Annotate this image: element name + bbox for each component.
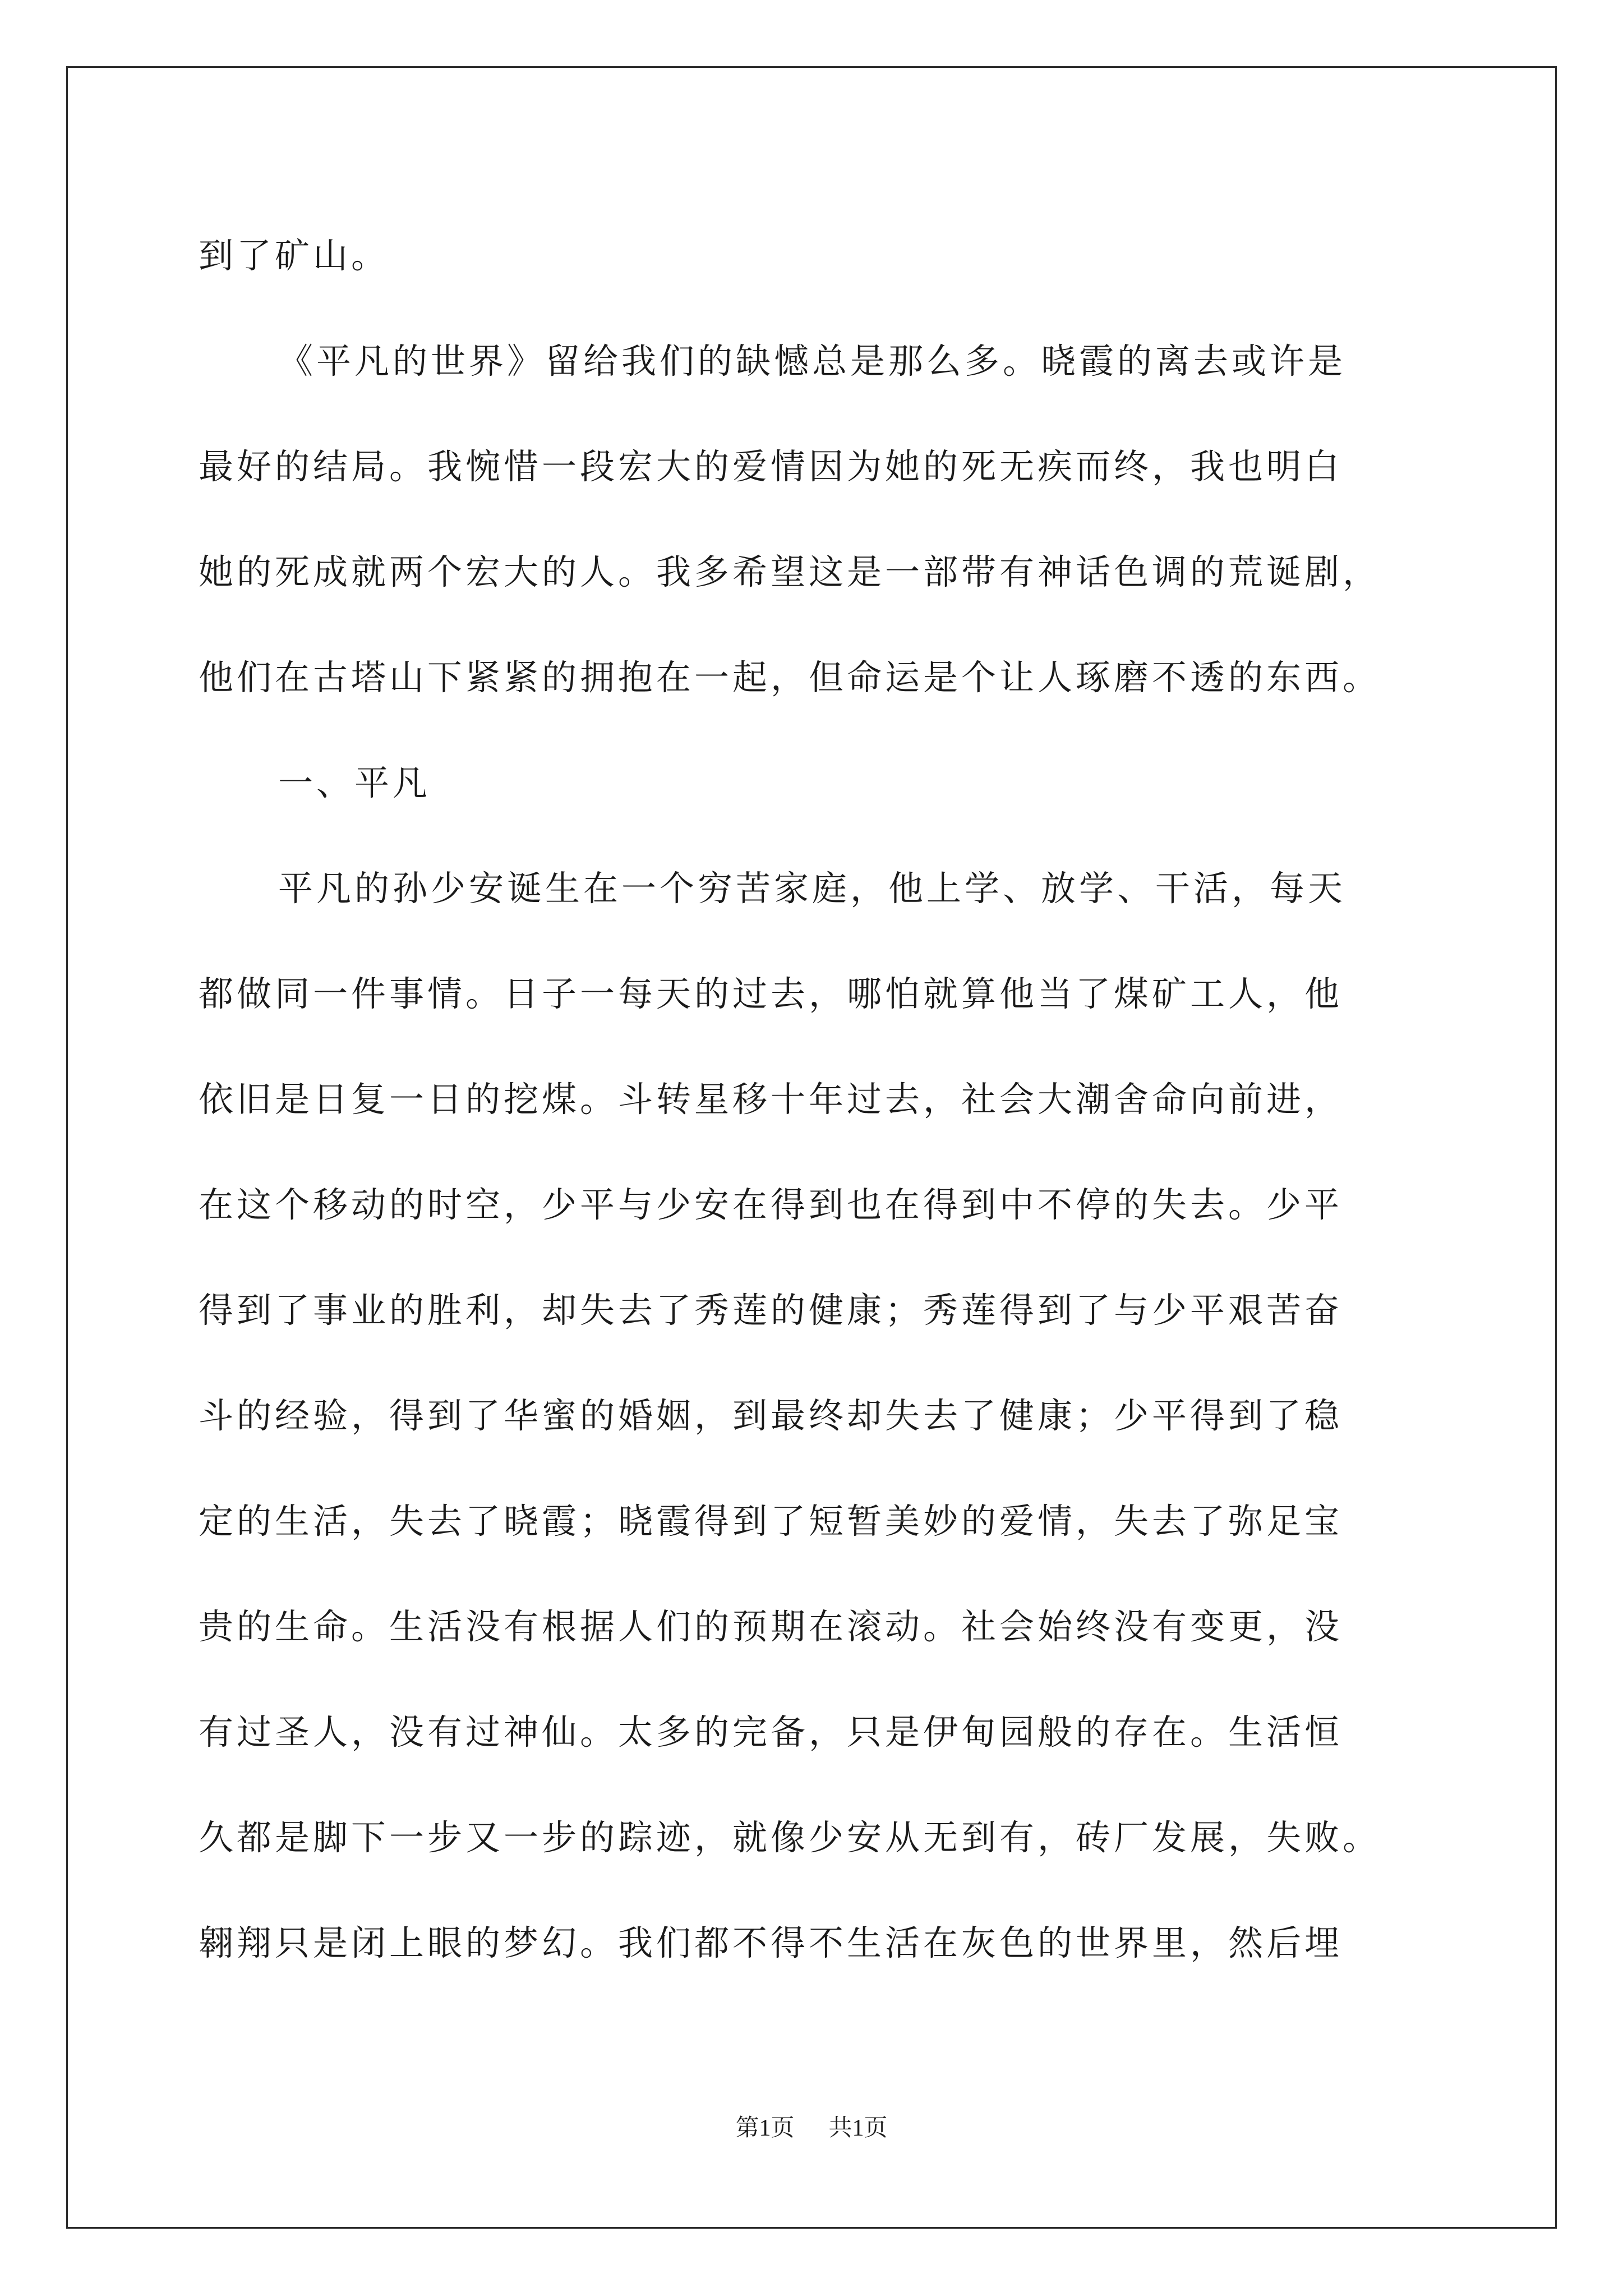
text-line: 她的死成就两个宏大的人。我多希望这是一部带有神话色调的荒诞剧， bbox=[199, 551, 1381, 592]
text-line: 《平凡的世界》留给我们的缺憾总是那么多。晓霞的离去或许是 bbox=[278, 341, 1347, 381]
text-line: 最好的结局。我惋惜一段宏大的爱情因为她的死无疾而终，我也明白 bbox=[199, 446, 1343, 487]
text-line: 依旧是日复一日的挖煤。斗转星移十年过去，社会大潮舍命向前进， bbox=[199, 1079, 1343, 1120]
text-line: 久都是脚下一步又一步的踪迹，就像少安从无到有，砖厂发展，失败。 bbox=[199, 1817, 1381, 1858]
text-line: 平凡的孙少安诞生在一个穷苦家庭，他上学、放学、干活，每天 bbox=[278, 868, 1347, 909]
text-line: 他们在古塔山下紧紧的拥抱在一起，但命运是个让人琢磨不透的东西。 bbox=[199, 657, 1381, 698]
section-heading: 一、平凡 bbox=[278, 762, 431, 803]
text-line: 有过圣人，没有过神仙。太多的完备，只是伊甸园般的存在。生活恒 bbox=[199, 1711, 1343, 1752]
document-body bbox=[199, 203, 1427, 1996]
text-line: 定的生活，失去了晓霞；晓霞得到了短暂美妙的爱情，失去了弥足宝 bbox=[199, 1501, 1343, 1542]
text-line: 斗的经验，得到了华蜜的婚姻，到最终却失去了健康；少平得到了稳 bbox=[199, 1395, 1343, 1436]
text-line: 到了矿山。 bbox=[199, 235, 390, 276]
page-footer bbox=[0, 2109, 1623, 2143]
text-line: 都做同一件事情。日子一每天的过去，哪怕就算他当了煤矿工人，他 bbox=[199, 973, 1343, 1014]
page-number-current: 第1页 bbox=[735, 2115, 795, 2141]
page-number-total: 共1页 bbox=[828, 2115, 888, 2141]
text-line: 贵的生命。生活没有根据人们的预期在滚动。社会始终没有变更，没 bbox=[199, 1606, 1343, 1647]
text-line: 得到了事业的胜利，却失去了秀莲的健康；秀莲得到了与少平艰苦奋 bbox=[199, 1290, 1343, 1331]
text-line: 翱翔只是闭上眼的梦幻。我们都不得不生活在灰色的世界里，然后埋 bbox=[199, 1922, 1343, 1963]
text-line: 在这个移动的时空，少平与少安在得到也在得到中不停的失去。少平 bbox=[199, 1184, 1343, 1225]
